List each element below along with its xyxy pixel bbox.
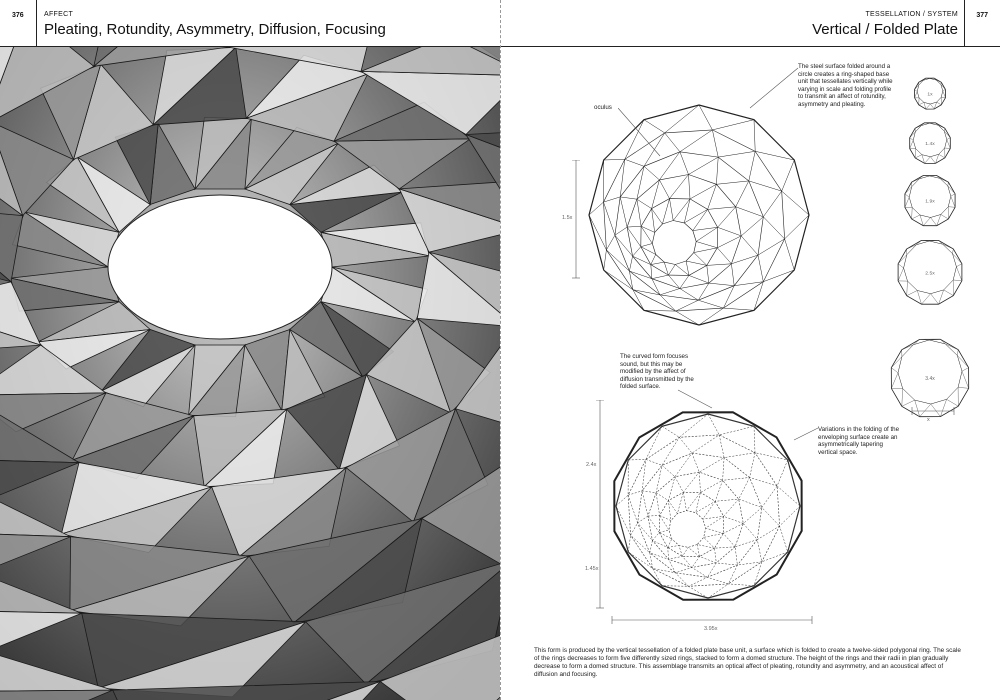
section-fold [692,557,716,568]
scale-ring-svg [905,116,955,170]
scale-ring-outline [909,176,951,218]
plan-fold [763,191,784,239]
plan-fold [741,217,763,255]
section-fold [699,472,722,492]
section-width-dimension-line [610,614,814,626]
section-fold [646,437,679,465]
section-fold [706,516,724,533]
plan-fold [641,209,655,233]
scale-ring-label: 1.9x [925,198,935,205]
section-fold [668,492,683,513]
plan-fold [670,199,691,221]
plan-fold [698,283,734,300]
section-height-dimension-line [594,400,606,610]
plan-fold [641,226,653,247]
plan-fold [693,209,718,230]
section-fold [648,493,660,516]
plan-fold [615,197,627,235]
plan-height-dimension: 1.5x [562,215,573,221]
plan-fold [651,262,669,275]
section-fold [723,524,743,547]
right-page-title: Vertical / Folded Plate [812,21,958,38]
left-page-number: 376 [12,12,24,19]
section-fold [719,435,755,458]
right-header [501,0,1000,47]
plan-fold [716,157,748,184]
scale-ring-4 [893,232,967,318]
section-fold [682,547,699,556]
scale-ring-svg [910,72,950,115]
scale-ring-fold [947,138,950,149]
scale-ring-outline [913,123,947,156]
section-ring-5 [669,511,706,548]
plan-fold [717,236,741,264]
section-fold [724,499,744,523]
section-ring-0 [616,414,800,598]
section-fold [689,577,729,586]
section-ring-4 [659,492,723,556]
section-fold [662,453,692,477]
section-fold [723,458,750,481]
left-section-label: AFFECT [44,11,74,18]
scale-ring-outline [904,241,957,294]
body-caption: This form is produced by the vertical tessellation of a folded plate base unit, a surface which is folded to create a twelve-sided polygonal ring. The scale of the rings decreases to form five differently sized rings, stacked to form a domed structure. The height of the rings and their radii in plan gradually decrease to form a domed structure. This assemblage transmits an optical affect of pleating, rotundity and asymmetry, and an acoustical affect of diffusion and focusing. [534,647,961,678]
section-outer-ring [614,412,801,599]
right-page-number: 377 [976,12,988,19]
section-fold [675,472,699,492]
scale-ring-fold [956,264,961,281]
section-fold [696,493,716,513]
plan-fold [782,160,809,215]
scale-ring-outline [898,340,962,404]
section-fold [697,545,714,557]
oculus-label: oculus [594,104,612,111]
section-fold [656,477,675,501]
plan-fold [689,175,717,199]
scale-ring-fold [926,104,934,109]
section-width-dimension: 3.95x [704,626,718,632]
scale-ring-label: 2.5x [925,270,935,277]
section-fold [659,533,672,548]
steel-surface-leader-line [748,66,800,110]
section-fold [739,478,762,508]
ring-unit-label: x [927,417,930,423]
scale-ring-fold [962,368,969,389]
variations-annotation: Variations in the folding of the enveloping surface create an asymmetrically tapering vertical space. [818,426,900,456]
page-spine [500,0,501,700]
plan-fold [641,247,656,265]
plan-fold [668,265,689,276]
section-fold [675,568,707,578]
section-fold [707,563,737,577]
plan-fold [686,261,707,275]
section-fold [692,453,724,472]
left-header [0,0,500,47]
plan-fold [696,227,717,248]
section-fold [683,492,700,510]
plan-fold [718,207,742,236]
section-fold [704,533,724,548]
section-fold [653,569,689,587]
section-ring-1 [628,435,780,586]
plan-fold [680,152,718,175]
section-fold [648,516,659,540]
section-lower-dimension: 1.45x [585,566,599,572]
scale-ring-fold [891,368,898,389]
curved-form-annotation: The curved form focuses sound, but this may be modified by the affect of diffusion transmitted by the folded surface. [620,353,694,391]
scale-ring-fold [910,138,913,149]
right-header-divider [964,0,965,46]
plan-fold [660,289,698,301]
plan-fold [731,255,758,286]
scale-ring-2 [905,116,955,175]
dome-section-drawing [608,396,808,621]
scale-ring-fold [905,194,909,207]
section-fold [715,480,739,501]
section-fold [638,491,648,523]
section-fold [743,508,762,540]
plan-fold [652,199,670,224]
scale-ring-label: 1x [927,91,933,98]
section-fold [659,515,669,532]
dome-section-svg [608,396,808,616]
scale-ring-svg [900,168,960,233]
oculus-opening [108,195,332,339]
scale-ring-svg [893,232,967,313]
dome-interior-photo [0,47,500,700]
left-page-title: Pleating, Rotundity, Asymmetry, Diffusion, Focusing [44,21,386,38]
plan-fold [665,130,713,152]
plan-fold [736,181,764,217]
section-fold [662,414,708,437]
left-header-divider [36,0,37,46]
plan-fold [749,151,782,191]
scale-ring-fold [925,157,936,164]
right-section-label: TESSELLATION / SYSTEM [865,11,958,18]
dome-photo-illustration [0,47,500,700]
plan-ring-5 [652,221,696,265]
section-ring-2 [638,453,762,577]
section-upper-dimension: 2.4x [586,462,597,468]
scale-ring-fold [923,217,936,225]
plan-fold [680,275,709,288]
section-fold [750,453,778,486]
scale-ring-fold [951,194,955,207]
plan-fold [708,184,736,209]
steel-surface-annotation: The steel surface folded around a circle creates a ring-shaped base unit that tessellates vertically while varying in scale and folding profile to transmit an affect of rotundity, asymmetry and pleating. [798,63,893,108]
plan-fold [627,199,641,227]
scale-ring-label: 3.4x [925,376,935,382]
section-fold [628,495,638,535]
scale-ring-fold [922,294,939,304]
plan-fold [652,275,680,288]
scale-ring-3 [900,168,960,238]
plan-fold [694,248,718,266]
section-fold [762,486,780,526]
section-fold [777,460,800,506]
scale-ring-label: 1.4x [925,141,935,148]
scale-ring-fold [898,264,903,281]
section-fold [660,501,671,521]
section-fold [679,435,719,453]
oculus-leader-line [618,108,663,160]
plan-fold [659,175,688,199]
plan-fold [712,130,755,157]
ring-unit-dimension-line [904,405,964,417]
scale-ring-1 [910,72,950,120]
